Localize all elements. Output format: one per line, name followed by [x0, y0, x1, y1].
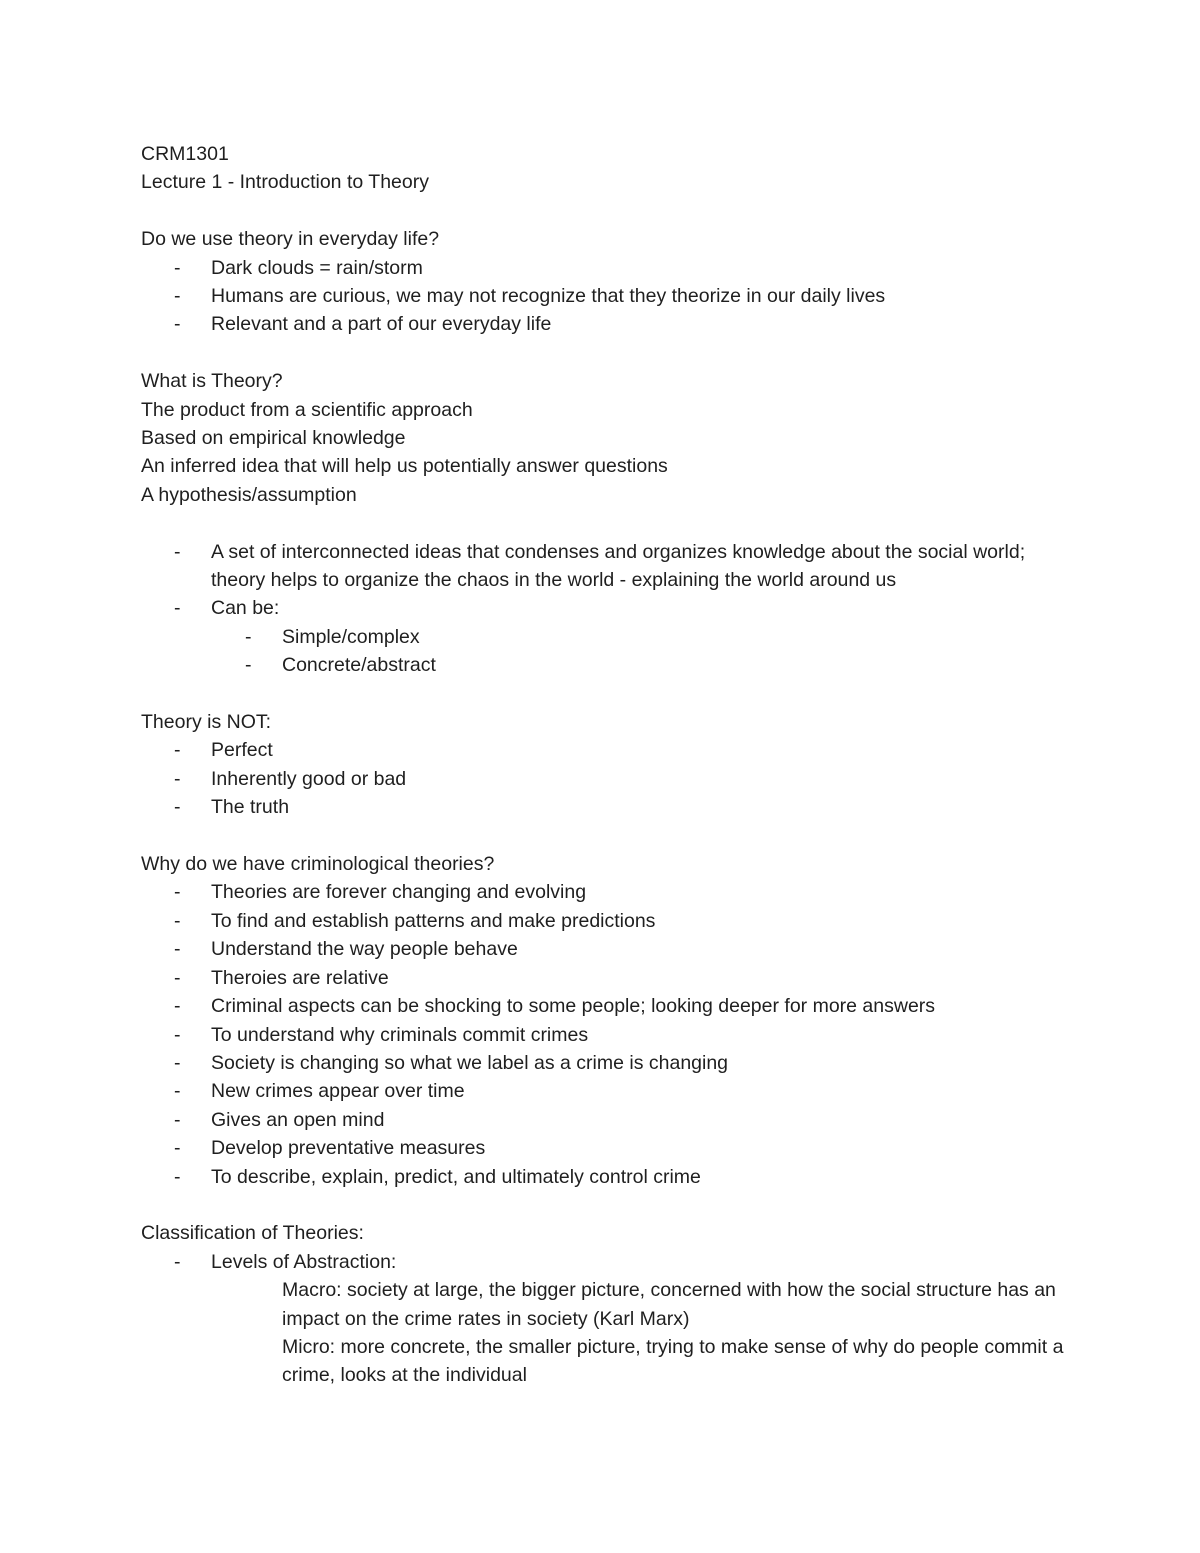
list-item-text: To describe, explain, predict, and ultimately control crime [211, 1165, 701, 1188]
list-item [141, 793, 1071, 821]
list-item [141, 282, 1071, 310]
list-item [141, 964, 1071, 992]
bullet-dash: - [174, 1165, 181, 1188]
list-item [141, 992, 1071, 1020]
list-item [141, 765, 1071, 793]
sub-list-item [141, 651, 1071, 679]
list-item-text: Develop preventative measures [211, 1137, 486, 1160]
list-item-text: To find and establish patterns and make predictions [211, 909, 656, 932]
sub-list-item-text: Simple/complex [282, 625, 420, 648]
spacer [141, 1191, 1071, 1219]
list-item-text: Understand the way people behave [211, 938, 518, 961]
list-item [141, 1134, 1071, 1162]
spacer [141, 822, 1071, 850]
list-item-text: Levels of Abstraction: [211, 1250, 397, 1273]
definition-line: The product from a scientific approach [141, 398, 473, 421]
list-item-text: To understand why criminals commit crimes [211, 1023, 589, 1046]
bullet-dash: - [174, 597, 181, 620]
list-item-text: A set of interconnected ideas that condenses and organizes knowledge about the social world; theory helps to organize the chaos in the world - explaining the world around us [211, 540, 1026, 592]
bullet-dash: - [174, 881, 181, 904]
list-item [141, 907, 1071, 935]
list-item [141, 878, 1071, 906]
bullet-dash: - [174, 1108, 181, 1131]
section-heading-theory-is-not: Theory is NOT: [141, 711, 272, 734]
bullet-dash: - [245, 625, 252, 648]
section-heading-everyday: Do we use theory in everyday life? [141, 228, 440, 251]
bullet-dash: - [174, 540, 181, 563]
micro-description: Micro: more concrete, the smaller picture, trying to make sense of why do people commit a crime, looks at the individual [282, 1335, 1064, 1387]
list-item-text: Inherently good or bad [211, 767, 407, 790]
list-item [141, 736, 1071, 764]
list-item [141, 1106, 1071, 1134]
spacer [141, 680, 1071, 708]
section-heading-what-is-theory: What is Theory? [141, 370, 283, 393]
list-item-text: Society is changing so what we label as a crime is changing [211, 1051, 729, 1074]
bullet-dash: - [174, 313, 181, 336]
bullet-dash: - [174, 938, 181, 961]
list-item-text: Humans are curious, we may not recognize that they theorize in our daily lives [211, 285, 886, 308]
definition-line: Based on empirical knowledge [141, 427, 406, 450]
spacer [141, 339, 1071, 367]
bullet-dash: - [174, 1023, 181, 1046]
list-item [141, 935, 1071, 963]
list-item-text: Theroies are relative [211, 966, 389, 989]
bullet-dash: - [174, 767, 181, 790]
list-item-text: The truth [211, 796, 290, 819]
list-item-text: Criminal aspects can be shocking to some people; looking deeper for more answers [211, 995, 936, 1018]
spacer [141, 509, 1071, 537]
list-item [141, 310, 1071, 338]
bullet-dash: - [174, 285, 181, 308]
list-item [141, 1248, 1071, 1276]
list-item [141, 1163, 1071, 1191]
bullet-dash: - [174, 1051, 181, 1074]
course-code: CRM1301 [141, 143, 229, 165]
sub-list-item-text: Concrete/abstract [282, 654, 436, 677]
definition-line: A hypothesis/assumption [141, 483, 357, 506]
list-item [141, 594, 1071, 622]
section-heading-why-theories: Why do we have criminological theories? [141, 853, 495, 876]
list-item [141, 538, 1071, 595]
list-item-text: Can be: [211, 597, 280, 620]
bullet-dash: - [174, 1250, 181, 1273]
bullet-dash: - [245, 654, 252, 677]
list-item-text: New crimes appear over time [211, 1080, 465, 1103]
section-heading-classification: Classification of Theories: [141, 1222, 364, 1245]
bullet-dash: - [174, 739, 181, 762]
bullet-dash: - [174, 1137, 181, 1160]
list-item-text: Perfect [211, 739, 273, 762]
list-item [141, 1049, 1071, 1077]
list-item-text: Gives an open mind [211, 1108, 385, 1131]
spacer [141, 197, 1071, 225]
bullet-dash: - [174, 909, 181, 932]
sub-list-item [141, 623, 1071, 651]
bullet-dash: - [174, 966, 181, 989]
bullet-dash: - [174, 1080, 181, 1103]
lecture-title: Lecture 1 - Introduction to Theory [141, 171, 429, 194]
definition-line: An inferred idea that will help us potentially answer questions [141, 455, 668, 478]
list-item [141, 1077, 1071, 1105]
list-item [141, 254, 1071, 282]
bullet-dash: - [174, 796, 181, 819]
macro-description: Macro: society at large, the bigger picture, concerned with how the social structure has an impact on the crime rates in society (Karl Marx) [282, 1279, 1056, 1330]
bullet-dash: - [174, 995, 181, 1018]
list-item [141, 1021, 1071, 1049]
document-body [141, 140, 1071, 1390]
bullet-dash: - [174, 256, 181, 279]
list-item-text: Theories are forever changing and evolving [211, 881, 587, 904]
list-item-text: Dark clouds = rain/storm [211, 256, 423, 279]
list-item-text: Relevant and a part of our everyday life [211, 313, 552, 336]
